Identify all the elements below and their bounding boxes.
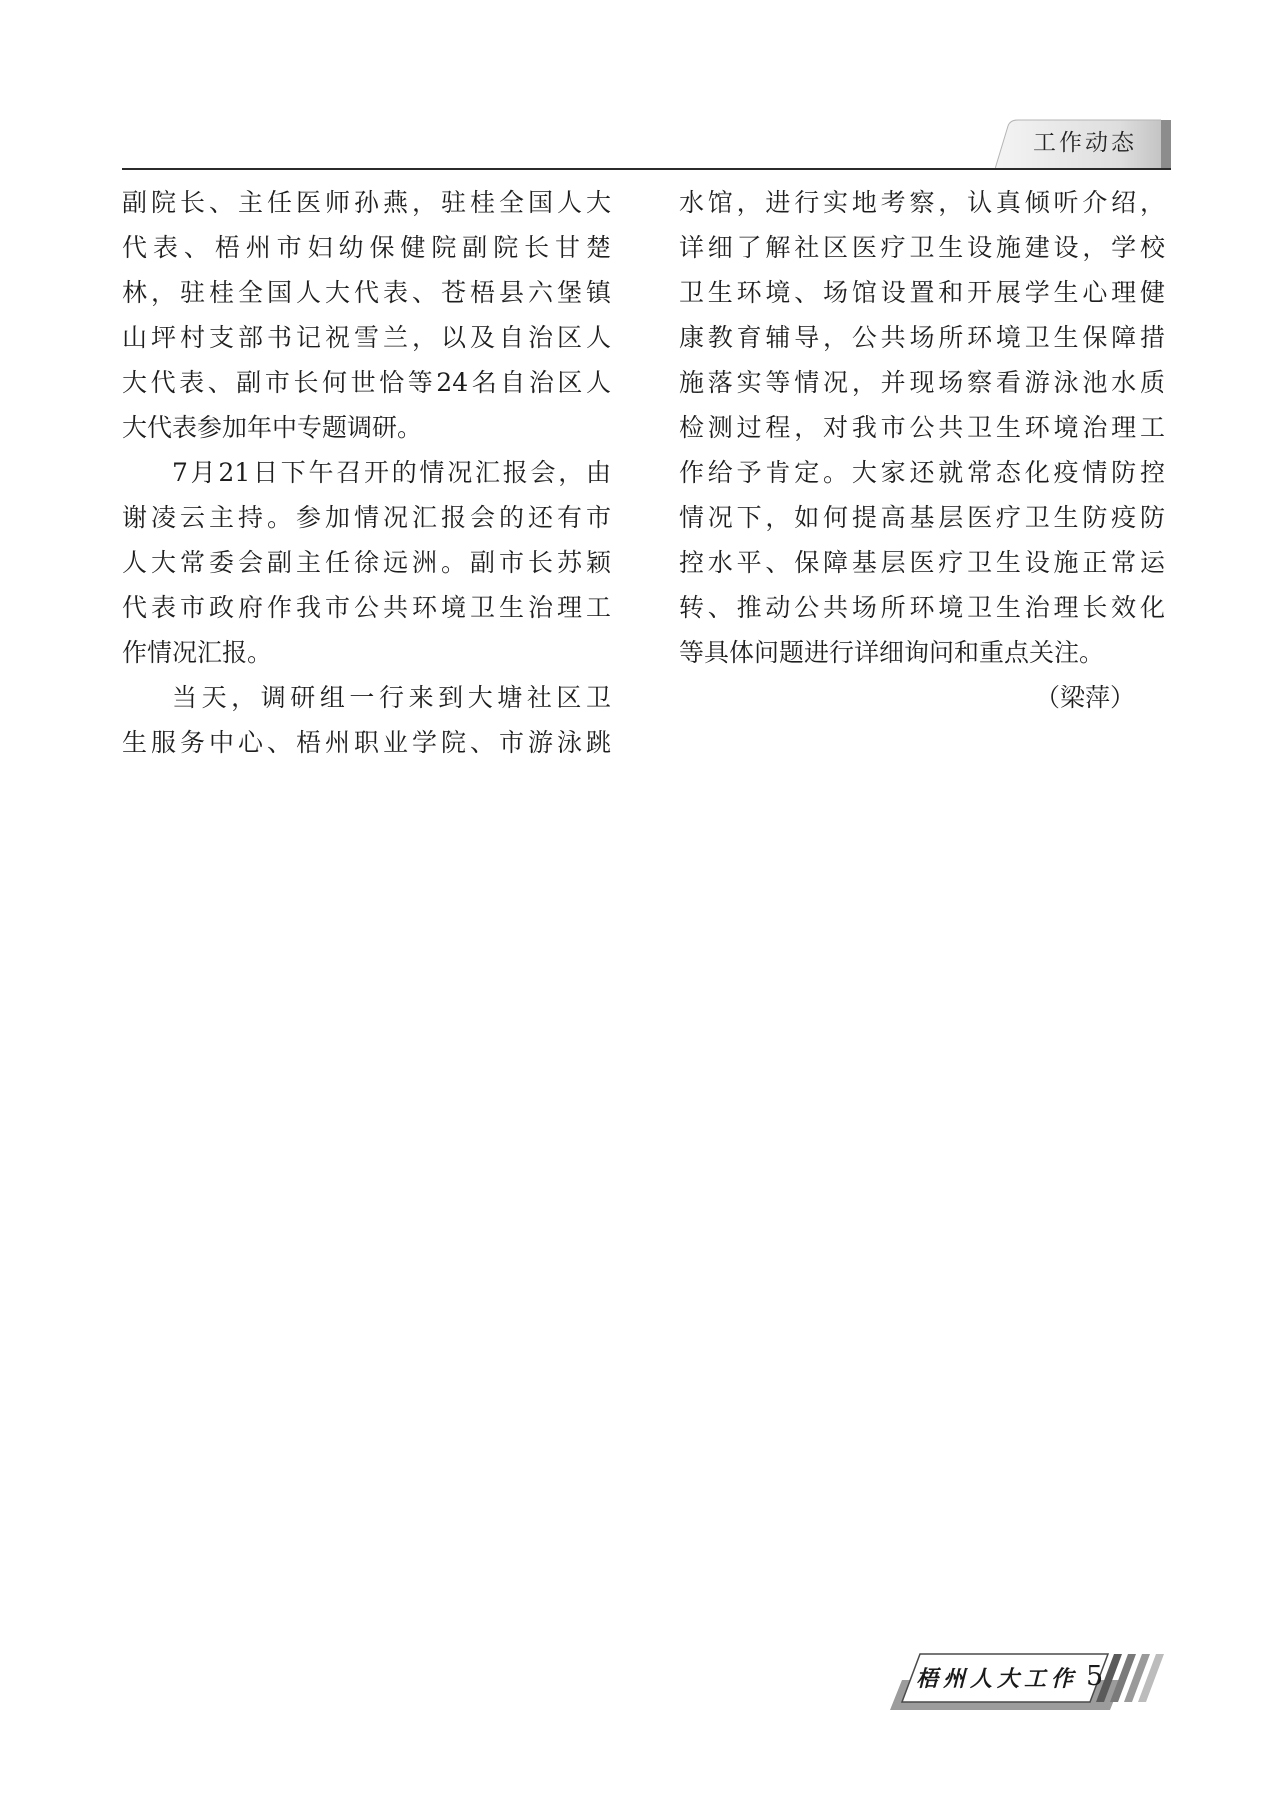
body-text-line: 作给予肯定。大家还就常态化疫情防控 [679, 458, 1165, 487]
left-text-column [122, 180, 611, 765]
body-text-line: 山坪村支部书记祝雪兰，以及自治区人 [122, 323, 611, 352]
right-text-column [679, 180, 1165, 720]
body-text-line: 代表、梧州市妇幼保健院副院长甘楚 [122, 233, 611, 262]
body-text-line: 控水平、保障基层医疗卫生设施正常运 [679, 548, 1165, 577]
body-text-line: 情况下，如何提高基层医疗卫生防疫防 [679, 503, 1165, 532]
body-text-line: 谢凌云主持。参加情况汇报会的还有市 [122, 503, 611, 532]
body-text-line: 水馆，进行实地考察，认真倾听介绍， [679, 188, 1165, 217]
body-text-line: 卫生环境、场馆设置和开展学生心理健 [679, 278, 1165, 307]
body-text-line: 副院长、主任医师孙燕，驻桂全国人大 [122, 188, 611, 217]
author-byline: （梁萍） [1034, 683, 1135, 712]
section-tab [995, 117, 1173, 170]
body-text-line: 等具体问题进行详细询问和重点关注。 [679, 638, 1105, 667]
body-text-line: 代表市政府作我市公共环境卫生治理工 [122, 593, 611, 622]
body-text-line: 林，驻桂全国人大代表、苍梧县六堡镇 [122, 278, 611, 307]
header-rule [122, 168, 1171, 170]
body-text-line: 作情况汇报。 [122, 638, 273, 667]
body-text-line: 施落实等情况，并现场察看游泳池水质 [679, 368, 1165, 397]
body-text-line: 检测过程，对我市公共卫生环境治理工 [679, 413, 1165, 442]
body-text-line: 人大常委会副主任徐远洲。副市长苏颖 [122, 548, 611, 577]
body-text-line: 7月21日下午召开的情况汇报会，由 [172, 458, 611, 487]
body-text-line: 当天，调研组一行来到大塘社区卫 [172, 683, 611, 712]
body-text-line: 大代表参加年中专题调研。 [122, 413, 423, 442]
body-text-line: 康教育辅导，公共场所环境卫生保障措 [679, 323, 1165, 352]
page-number: 5 [1086, 1661, 1104, 1692]
section-tag-label: 工作动态 [1033, 130, 1137, 156]
body-text-line: 大代表、副市长何世恰等24名自治区人 [122, 368, 611, 397]
footer-journal-banner [890, 1650, 1170, 1712]
body-text-line: 详细了解社区医疗卫生设施建设，学校 [679, 233, 1165, 262]
body-text-line: 生服务中心、梧州职业学院、市游泳跳 [122, 728, 611, 757]
journal-name: 梧州人大工作 [916, 1666, 1079, 1692]
body-text-line: 转、推动公共场所环境卫生治理长效化 [679, 593, 1165, 622]
